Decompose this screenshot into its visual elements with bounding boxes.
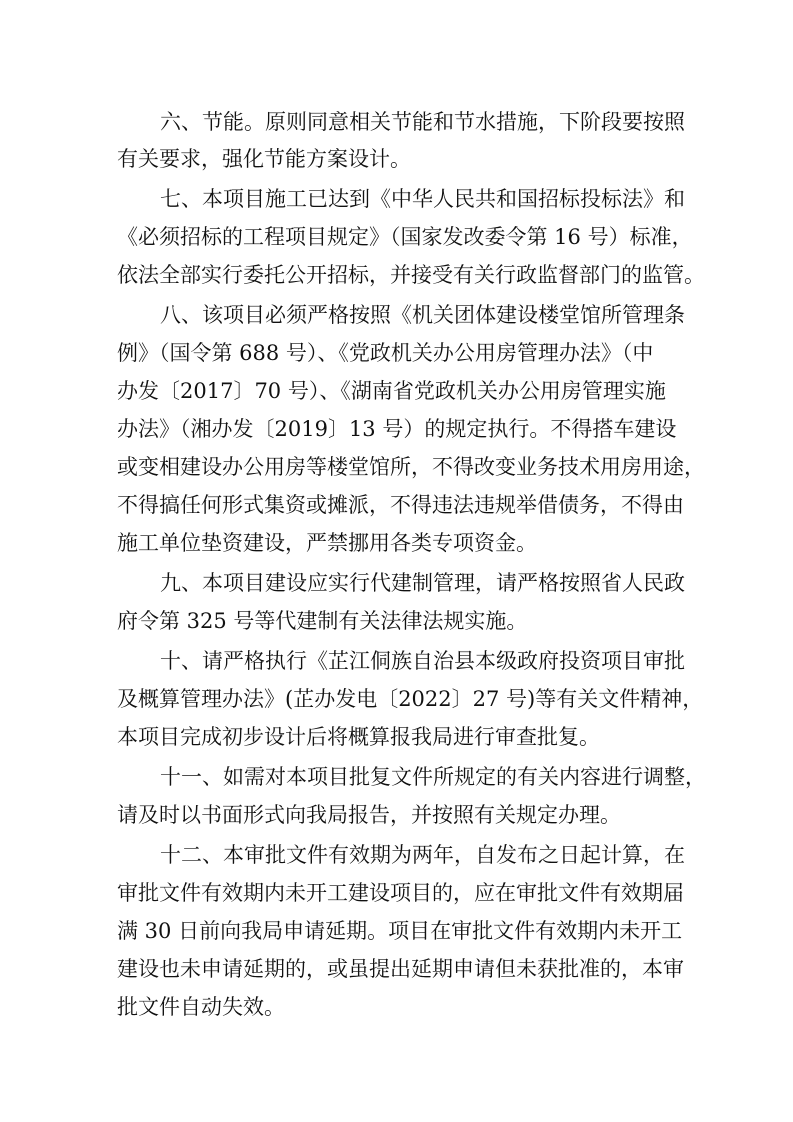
para-10-line-3: 本项目完成初步设计后将概算报我局进行审查批复。 (117, 725, 600, 749)
para-10-line-2: 及概算管理办法》(芷办发电〔2022〕27 号)等有关文件精神， (117, 687, 704, 711)
para-8-line-4: 办法》（湘办发〔2019〕13 号）的规定执行。不得搭车建设 (117, 417, 677, 441)
para-8-line-3: 办发〔2017〕70 号）、《湖南省党政机关办公用房管理实施 (117, 379, 666, 403)
para-7-line-3: 依法全部实行委托公开招标，并接受有关行政监督部门的监管。 (117, 263, 705, 287)
para-6-line-1: 六、节能。原则同意相关节能和节水措施，下阶段要按照 (160, 110, 685, 134)
para-11-line-1: 十一、如需对本项目批复文件所规定的有关内容进行调整， (160, 765, 706, 789)
para-12-line-3: 满 30 日前向我局申请延期。项目在审批文件有效期内未开工 (117, 919, 683, 943)
para-8-line-7: 施工单位垫资建设，严禁挪用各类专项资金。 (117, 531, 537, 555)
para-8-line-1: 八、该项目必须严格按照《机关团体建设楼堂馆所管理条 (160, 303, 685, 327)
para-10-line-1: 十、请严格执行《芷江侗族自治县本级政府投资项目审批 (160, 649, 685, 673)
para-12-line-4: 建设也未申请延期的，或虽提出延期申请但未获批准的，本审 (117, 957, 684, 981)
para-8-line-5: 或变相建设办公用房等楼堂馆所，不得改变业务技术用房用途， (117, 455, 705, 479)
para-8-line-6: 不得搞任何形式集资或摊派，不得违法违规举借债务，不得由 (117, 493, 684, 517)
para-12-line-5: 批文件自动失效。 (117, 995, 285, 1019)
para-9-line-2: 府令第 325 号等代建制有关法律法规实施。 (117, 609, 528, 633)
para-11-line-2: 请及时以书面形式向我局报告，并按照有关规定办理。 (117, 803, 621, 827)
para-7-line-1: 七、本项目施工已达到《中华人民共和国招标投标法》和 (160, 187, 685, 211)
para-12-line-2: 审批文件有效期内未开工建设项目的，应在审批文件有效期届 (117, 881, 684, 905)
para-9-line-1: 九、本项目建设应实行代建制管理，请严格按照省人民政 (160, 571, 685, 595)
para-12-line-1: 十二、本审批文件有效期为两年，自发布之日起计算，在 (160, 843, 685, 867)
para-6-line-2: 有关要求，强化节能方案设计。 (117, 147, 411, 171)
para-7-line-2: 《必须招标的工程项目规定》（国家发改委令第 16 号）标准， (117, 225, 693, 249)
para-8-line-2: 例》（国令第 688 号）、《党政机关办公用房管理办法》（中 (117, 341, 654, 365)
